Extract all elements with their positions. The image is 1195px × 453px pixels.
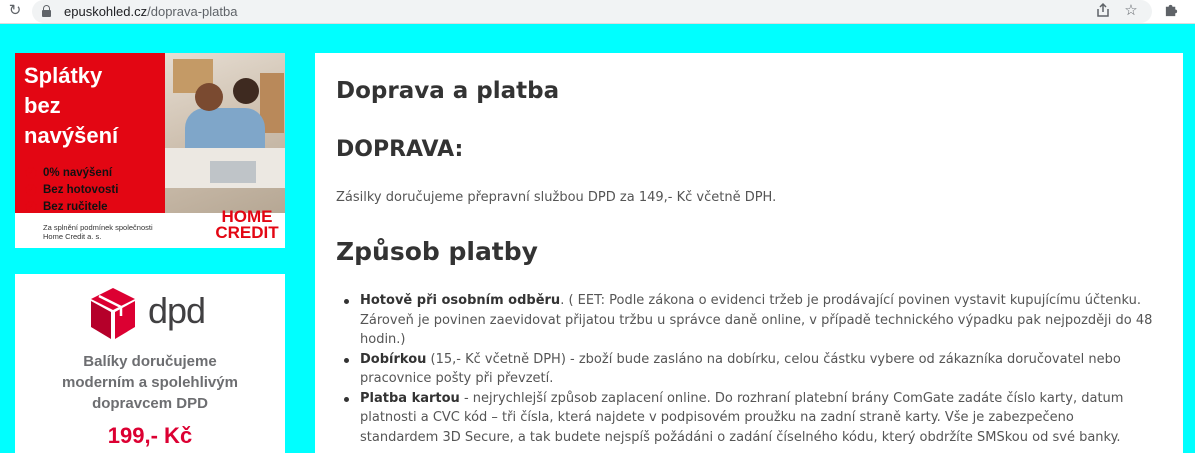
headline-line: Splátky [24, 63, 103, 88]
check-icon: ✓ [25, 184, 37, 196]
headline-line: navýšení [24, 123, 119, 148]
feature-item: Bez ručitele [43, 201, 108, 213]
home-credit-banner[interactable] [15, 53, 285, 248]
lock-icon[interactable] [42, 5, 51, 17]
payment-method-name: Dobírkou [360, 351, 427, 367]
logo-line: HOME [221, 207, 273, 226]
bullet-icon [344, 397, 349, 402]
browser-toolbar [0, 0, 1195, 24]
dpd-cube-icon [89, 286, 137, 341]
banner-text-line: dopravcem DPD [92, 395, 208, 412]
bullet-icon [344, 299, 349, 304]
banner-photo [165, 53, 285, 213]
shipping-text: Zásilky doručujeme přepravní službou DPD za 149,- Kč včetně DPH. [336, 190, 777, 205]
payment-method-text: . ( EET: Podle zákona o evidenci tržeb je prodávající povinen vystavit kupujícímu účtenku. Zároveň je povinen zaevidovat přijatou tržbu u správce daně online, v případě technického výpadku pak nejpozději do 48 hodin.) [360, 293, 1153, 347]
list-item [339, 350, 1154, 389]
banner-text-line: Balíky doručujeme [83, 353, 217, 370]
url-text[interactable] [64, 4, 237, 19]
check-icon: ✓ [25, 201, 37, 213]
list-item [339, 389, 1154, 448]
dpd-wordmark: dpd [148, 290, 206, 331]
check-icon: ✓ [25, 167, 37, 179]
bullet-icon [344, 358, 349, 363]
dpd-banner[interactable] [15, 274, 285, 453]
url-domain: epuskohled.cz [64, 4, 148, 19]
address-bar[interactable] [32, 0, 1152, 23]
banner-text-line: moderním a spolehlivým [62, 374, 238, 391]
payment-method-text: - nejrychlejší způsob zaplacení online. Do rozhraní platební brány ComGate zadáte číslo karty, datum platnosti a CVC kód – tři čísla, která najdete v podpisovém proužku na zadní straně karty. Vše je zabezpečeno standardem 3D Secure, a tak budete nejspíš požádáni o zadání číselného kódu, který obdržíte SMSkou od své banky. [360, 390, 1124, 445]
home-credit-logo [212, 209, 282, 241]
headline-line: bez [24, 93, 61, 118]
page-title: Doprava a platba [336, 78, 560, 104]
feature-item: Bez hotovosti [43, 184, 119, 196]
list-item [339, 291, 1154, 350]
reload-icon[interactable]: ↻ [8, 2, 22, 19]
main-content [315, 53, 1183, 453]
share-icon[interactable] [1094, 2, 1112, 20]
extensions-icon[interactable] [1162, 2, 1180, 20]
payment-method-name: Platba kartou [360, 390, 460, 406]
star-icon[interactable]: ☆ [1124, 2, 1138, 19]
payment-methods-list [339, 291, 1154, 447]
payment-method-text: (15,- Kč včetně DPH) - zboží bude zasláno na dobírku, celou částku vybere od zákazníka doručovatel nebo pracovnice pošty při převzetí. [360, 351, 1121, 386]
banner-headline [24, 61, 118, 151]
shipping-heading: DOPRAVA: [336, 137, 464, 162]
logo-line: CREDIT [215, 223, 279, 242]
fine-print: Za splnění podmínek společnosti Home Credit a. s. [43, 223, 153, 241]
payment-heading: Způsob platby [336, 237, 538, 266]
feature-item: 0% navýšení [43, 167, 113, 179]
url-path: /doprava-platba [147, 4, 238, 19]
dpd-price: 199,- Kč [107, 423, 193, 448]
payment-method-name: Hotově při osobním odběru [360, 293, 561, 308]
